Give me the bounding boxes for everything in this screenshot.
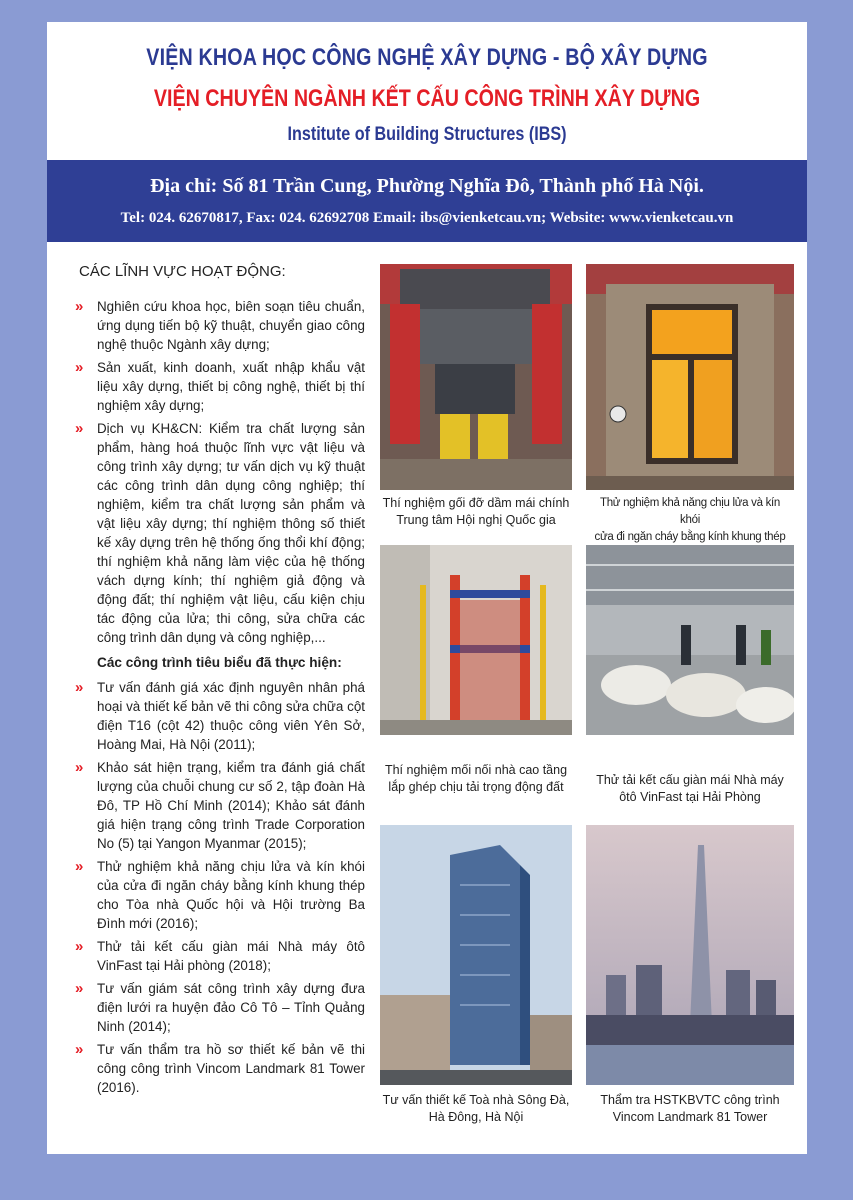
institute-name-vi: VIỆN CHUYÊN NGÀNH KẾT CẤU CÔNG TRÌNH XÂY DỰNG <box>153 85 701 112</box>
list-item: » Khảo sát hiện trạng, kiểm tra đánh giá chất lượng của chuỗi chung cư số 2, tập đoàn Hà Đô, TP Hồ Chí Minh (2014); Khảo sát đánh giá hiện trạng công trình Trade Corporation No (5) tại Yangon Myanmar (2015); <box>75 759 365 851</box>
list-item: » Tư vấn đánh giá xác định nguyên nhân phá hoại và thiết kế bản vẽ thi công sửa chữa cột điện T16 (cột 42) thuộc công viên Yên Sở, Hoàng Mai, Hà Nội (2011); <box>75 679 365 752</box>
bullet-arrow-icon: » <box>75 1041 84 1058</box>
photo-caption: Thí nghiệm mối nối nhà cao tầng lắp ghép chịu tải trọng động đất <box>384 763 568 794</box>
bullet-arrow-icon: » <box>75 679 84 696</box>
address-line: Địa chỉ: Số 81 Trần Cung, Phường Nghĩa Đô, Thành phố Hà Nội. <box>150 175 704 197</box>
photo-landmark-81 <box>586 825 794 1085</box>
text-column <box>75 262 365 1101</box>
institute-name-en: Institute of Building Structures (IBS) <box>287 124 567 145</box>
bullet-arrow-icon: » <box>75 858 84 875</box>
bullet-arrow-icon: » <box>75 420 84 437</box>
bullet-arrow-icon: » <box>75 298 84 315</box>
photo-joint-test <box>380 545 572 735</box>
list-item: » Dịch vụ KH&CN: Kiểm tra chất lượng sản phẩm, hàng hoá thuộc lĩnh vực vật liệu và công trình xây dựng; tư vấn dịch vụ kỹ thuật các công trình dân dụng công nghiệp; thí nghiệm, kiểm tra chất lượng sản phẩm và vật liệu xây dựng; thí nghiệm thông số thiết kế xây dựng trên hệ thống ống thổi khí động; thí nghiệm khả năng làm việc của hệ thống vách dựng kính; thí nghiệm giả động và động đất; thí nghiệm vật liệu, cấu kiện chịu tác động của lửa; thi công, sửa chữa các công trình dân dụng và công nghiệp,... <box>75 420 365 645</box>
photo-fire-door-test <box>586 264 794 490</box>
list-item: » Tư vấn giám sát công trình xây dựng đưa điện lưới ra huyện đảo Cô Tô – Tỉnh Quảng Ninh (2014); <box>75 980 365 1034</box>
projects-title: Các công trình tiêu biểu đã thực hiện: <box>97 655 342 670</box>
photo-caption: Thí nghiệm gối đỡ dầm mái chính Trung tâm Hội nghị Quốc gia <box>382 496 570 527</box>
bullet-arrow-icon: » <box>75 980 84 997</box>
photo-truss-load-test <box>586 545 794 735</box>
bullet-arrow-icon: » <box>75 759 84 776</box>
photo-caption: Thử tải kết cấu giàn mái Nhà máy ôtô VinFast tại Hải Phòng <box>596 773 784 804</box>
list-item: » Tư vấn thẩm tra hồ sơ thiết kế bản vẽ thi công công trình Vincom Landmark 81 Tower (2016). <box>75 1041 365 1095</box>
list-item: » Thử nghiệm khả năng chịu lửa và kín khói của cửa đi ngăn cháy bằng kính khung thép cho Tòa nhà Quốc hội và Hội trường Ba Đình mới (2016); <box>75 858 365 931</box>
photo-bearing-test <box>380 264 572 490</box>
activities-title: CÁC LĨNH VỰC HOẠT ĐỘNG: <box>79 263 286 280</box>
bullet-arrow-icon: » <box>75 938 84 955</box>
content-panel <box>47 242 807 1154</box>
photo-caption: Tư vấn thiết kế Toà nhà Sông Đà, Hà Đông, Hà Nội <box>382 1093 570 1124</box>
institute-parent-name: VIỆN KHOA HỌC CÔNG NGHỆ XÂY DỰNG - BỘ XÂY DỰNG <box>146 44 708 71</box>
list-item: » Thử tải kết cấu giàn mái Nhà máy ôtô VinFast tại Hải phòng (2018); <box>75 938 365 973</box>
list-item: » Sản xuất, kinh doanh, xuất nhập khẩu vật liệu xây dựng, thiết bị công nghệ, thiết bị thí nghiệm xây dựng; <box>75 359 365 413</box>
photo-caption: Thử nghiệm khả năng chịu lửa và kín khói cửa đi ngăn cháy bằng kính khung thép <box>594 497 786 543</box>
contact-band <box>47 160 807 242</box>
photo-song-da-tower <box>380 825 572 1085</box>
list-item: » Nghiên cứu khoa học, biên soạn tiêu chuẩn, ứng dụng tiến bộ kỹ thuật, chuyển giao công nghệ thuộc Ngành xây dựng; <box>75 298 365 352</box>
photo-caption: Thẩm tra HSTKBVTC công trình Vincom Landmark 81 Tower <box>600 1093 780 1124</box>
contact-line: Tel: 024. 62670817, Fax: 024. 62692708 Email: ibs@vienketcau.vn; Website: www.vienketcau.vn <box>120 210 734 226</box>
bullet-arrow-icon: » <box>75 359 84 376</box>
header <box>47 22 807 160</box>
